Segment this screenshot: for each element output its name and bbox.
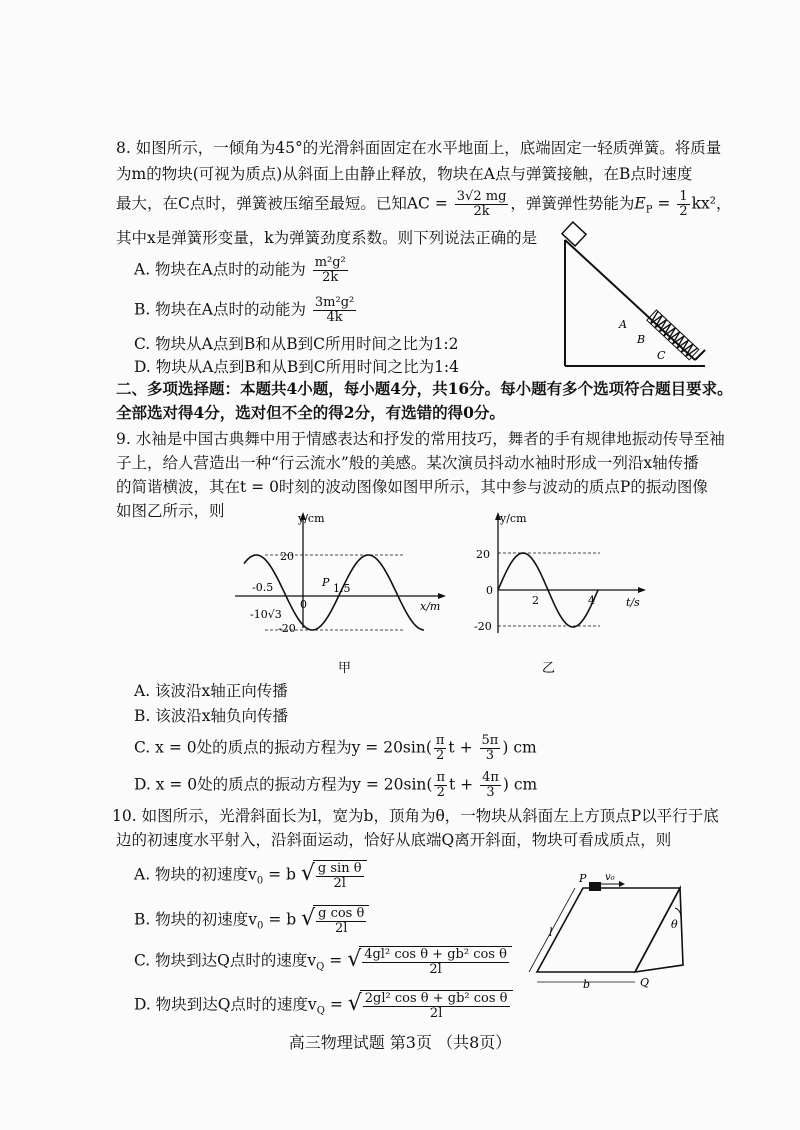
- q10-option-d: [134, 990, 513, 1023]
- q9-c-f1n: π: [435, 733, 445, 748]
- q9-option-d: [134, 771, 537, 800]
- q10-a-sub: 0: [256, 875, 264, 887]
- q10-c-pre: C. 物块到达Q点时的速度v: [134, 951, 317, 970]
- wave-graph-jia: [220, 508, 450, 678]
- q10-c-num: 4gl² cos θ + gb² cos θ: [364, 947, 507, 962]
- q10-c-eq: =: [329, 951, 343, 970]
- jia-x-zero: 0: [300, 598, 307, 611]
- ac-fraction: [455, 190, 509, 219]
- q8-b-den: 4k: [326, 310, 343, 325]
- v0-arrowhead: [619, 881, 625, 887]
- q9-d-post: ) cm: [502, 775, 538, 794]
- ep-symbol: E: [634, 194, 646, 213]
- q9-option-c: [134, 734, 537, 763]
- q10-option-b: [134, 905, 369, 938]
- q10-line2: 边的初速度水平射入，沿斜面运动，恰好从底端Q离开斜面，物块可看成质点，则: [116, 831, 672, 849]
- q8-line4: 其中x是弹簧形变量，k为弹簧劲度系数。则下列说法正确的是: [116, 229, 538, 247]
- q9-c-f2n: 5π: [481, 733, 499, 748]
- q10-d-eq: =: [329, 995, 343, 1014]
- q10-a-den: 2l: [333, 876, 346, 891]
- q9-d-f2d: 3: [486, 785, 495, 800]
- spring: [647, 310, 699, 360]
- q10-a-num: g sin θ: [317, 861, 362, 876]
- q9-d-frac1: [434, 771, 447, 800]
- ac-num: 3√2 mg: [456, 189, 507, 204]
- q8-a-num: m²g²: [314, 255, 346, 270]
- q9-line3: 的简谐横波，其在t = 0时刻的波动图像如图甲所示，其中参与波动的质点P的振动图像: [116, 478, 708, 496]
- q10-b-eq: = b: [268, 910, 297, 929]
- fig-l: l: [549, 926, 553, 939]
- fig-b: b: [583, 978, 591, 991]
- q9-c-pre: C. x = 0处的质点的振动方程为y = 20sin(: [134, 738, 432, 757]
- vibration-graph-yi: [470, 508, 650, 678]
- yi-t4: 4: [588, 594, 595, 607]
- q10-d-den: 2l: [429, 1006, 443, 1021]
- q8-option-d: D. 物块从A点到B和从B到C所用时间之比为1:4: [134, 358, 460, 376]
- q10-c-den: 2l: [429, 962, 442, 977]
- q10-d-pre: D. 物块到达Q点时的速度v: [134, 995, 317, 1014]
- q8-b-num: 3m²g²: [314, 295, 355, 310]
- block-p: [589, 882, 601, 891]
- jia-x-p: 1.5: [333, 582, 351, 595]
- q8-a-den: 2k: [322, 270, 339, 285]
- q10-d-sub: Q: [316, 1005, 325, 1017]
- label-c: C: [657, 349, 666, 362]
- section2-line1: 二、多项选择题：本题共4小题，每小题4分，共16分。每小题有多个选项符合题目要求。: [116, 379, 733, 398]
- q8-option-b: [134, 296, 358, 325]
- q10-a-pre: A. 物块的初速度v: [134, 865, 257, 884]
- half-num: 1: [679, 189, 688, 204]
- jia-y-bot: -20: [278, 622, 296, 635]
- q9-c-f2d: 3: [485, 748, 495, 763]
- q9-option-a: A. 该波沿x轴正向传播: [134, 682, 288, 700]
- q8-line1: 8. 如图所示，一倾角为45°的光滑斜面固定在水平地面上，底端固定一轻质弹簧。将质量: [116, 139, 722, 157]
- q8-line3-text: 最大，在C点时，弹簧被压缩至最短。已知AC =: [116, 194, 448, 213]
- q10-b-sqrt: √ $\frac{\text{g cos θ}}{2l}$: [301, 905, 369, 936]
- q8-b-fraction: [313, 296, 356, 325]
- fig-p: P: [579, 872, 587, 885]
- q9-d-frac2: [480, 771, 501, 800]
- q10-b-pre: B. 物块的初速度v: [134, 910, 258, 929]
- q10-d-sqrt: √ $\frac{\text{2gl² cos θ + gb² cos θ}}{2l}$: [348, 990, 513, 1021]
- plane-face: [537, 888, 680, 972]
- incline-spring-figure: [555, 220, 715, 370]
- yi-xlabel: t/s: [626, 596, 640, 609]
- q9-c-frac2: [480, 734, 501, 763]
- yi-t2: 2: [532, 594, 539, 607]
- ep-sub: P: [645, 204, 653, 216]
- jia-y-mid: -10√3: [250, 608, 282, 621]
- q9-d-f2n: 4π: [482, 770, 499, 785]
- inclined-plane-figure: [525, 870, 705, 995]
- q9-c-f1d: 2: [436, 748, 445, 763]
- q9-c-post: ) cm: [502, 738, 537, 757]
- q10-line1: 10. 如图所示，光滑斜面长为l，宽为b，顶角为θ，一物块从斜面左上方顶点P以平行于底: [112, 807, 719, 825]
- yi-y-zero: 0: [486, 584, 493, 597]
- half-fraction: [677, 190, 689, 219]
- q10-c-sub: Q: [316, 961, 325, 973]
- q9-d-mid: t +: [448, 775, 474, 794]
- jia-caption: 甲: [338, 661, 352, 676]
- jia-y-top: 20: [280, 550, 294, 563]
- yi-t-arrow: [638, 587, 646, 593]
- q10-d-num: 2gl² cos θ + gb² cos θ: [364, 991, 508, 1006]
- q10-b-sub: 0: [257, 920, 264, 932]
- fig-q: Q: [640, 976, 650, 989]
- q9-line1: 9. 水袖是中国古典舞中用于情感表达和抒发的常用技巧，舞者的手有规律地振动传导至袖: [116, 430, 725, 448]
- jia-ylabel: y/cm: [298, 512, 325, 525]
- q8-option-c: C. 物块从A点到B和从B到C所用时间之比为1:2: [134, 335, 459, 353]
- page-footer: 高三物理试题 第3页 （共8页）: [288, 1033, 512, 1052]
- yi-ylabel: y/cm: [500, 512, 527, 525]
- fig-theta: θ: [671, 918, 678, 931]
- ep-eq: =: [657, 194, 671, 213]
- jia-x-neg: -0.5: [252, 581, 274, 594]
- label-a: A: [619, 318, 627, 331]
- q10-b-den: 2l: [334, 921, 348, 936]
- q9-d-pre: D. x = 0处的质点的振动方程为y = 20sin(: [134, 775, 433, 794]
- q9-d-f1d: 2: [436, 785, 445, 800]
- q9-c-frac1: [434, 734, 447, 763]
- plane-base-edge: [635, 965, 683, 972]
- half-den: 2: [679, 204, 688, 219]
- q10-b-num: g cos θ: [318, 906, 365, 921]
- fig-v0: v₀: [605, 872, 615, 883]
- jia-x-arrow: [438, 593, 446, 599]
- jia-xlabel: x/m: [420, 600, 441, 613]
- kx2: kx²，: [691, 194, 732, 213]
- q8-line2: 为m的物块(可视为质点)从斜面上由静止释放，物块在A点与弹簧接触，在B点时速度: [116, 165, 693, 183]
- q10-option-a: [134, 860, 367, 893]
- q9-line2: 子上，给人营造出一种“行云流水”般的美感。某次演员抖动水袖时形成一列沿x轴传播: [116, 454, 699, 472]
- q9-line4: 如图乙所示，则: [116, 502, 225, 520]
- q9-d-f1n: π: [436, 770, 445, 785]
- q8-line3: [116, 190, 731, 222]
- q8-option-a-text: A. 物块在A点时的动能为: [134, 260, 306, 279]
- q10-c-sqrt: √ $\frac{\text{4gl² cos θ + gb² cos θ}}{2l}$: [347, 946, 512, 977]
- q9-option-b: B. 该波沿x轴负向传播: [134, 707, 288, 725]
- q8-option-b-text: B. 物块在A点时的动能为: [134, 300, 306, 319]
- q10-option-c: [134, 946, 512, 979]
- q8-option-a: [134, 256, 350, 285]
- jia-p-label: P: [322, 576, 330, 589]
- yi-caption: 乙: [542, 661, 556, 676]
- yi-y-top: 20: [476, 548, 490, 561]
- q8-a-fraction: [313, 256, 348, 285]
- yi-y-bot: -20: [474, 620, 492, 633]
- q8-line3-mid: ，弹簧弹性势能为: [510, 194, 635, 213]
- label-b: B: [637, 333, 646, 346]
- ac-den: 2k: [473, 204, 490, 219]
- section2-line2: 全部选对得4分，选对但不全的得2分，有选错的得0分。: [116, 403, 505, 422]
- q9-c-mid: t +: [448, 738, 473, 757]
- q10-a-sqrt: √ $\frac{\text{g sin θ}}{2l}$: [301, 860, 367, 891]
- q10-a-eq: = b: [268, 865, 296, 884]
